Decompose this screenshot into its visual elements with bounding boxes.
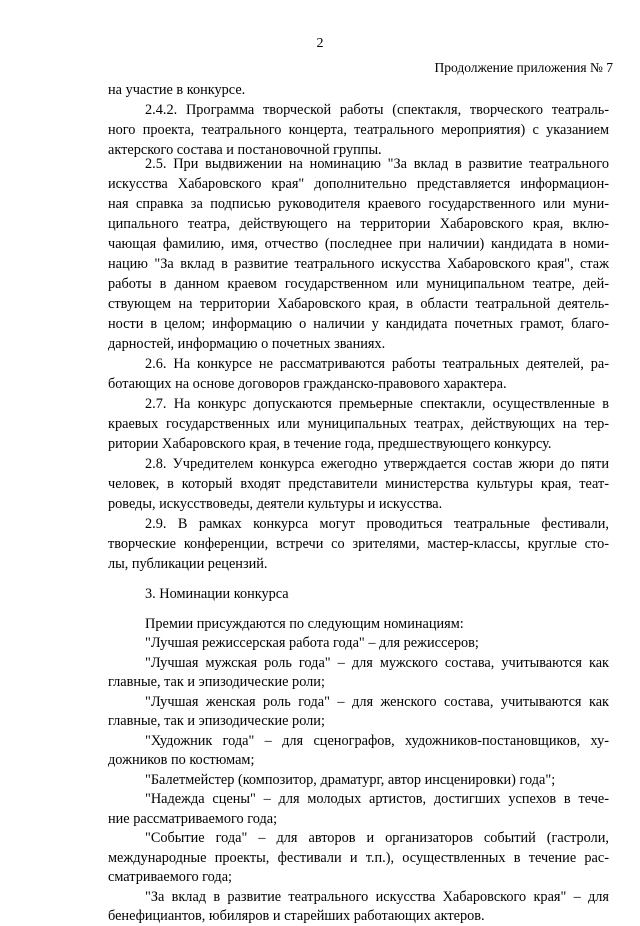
text-line: "Балетмейстер (композитор, драматург, автор инсценировки) года"; xyxy=(145,772,556,788)
text-line: "Надежда сцены" – для молодых артистов, достигших успехов в тече- xyxy=(145,791,609,807)
text-line: "Событие года" – для авторов и организаторов событий (гастроли, xyxy=(145,830,609,846)
text-line: нацию "За вклад в развитие театрального искусства Хабаровского края", стаж xyxy=(108,256,609,272)
text-line: ботающих на основе договоров гражданско-правового характера. xyxy=(108,376,507,392)
text-line: "За вклад в развитие театрального искусства Хабаровского края" – для xyxy=(145,889,609,905)
text-line: искусства Хабаровского края" дополнительно представляется информацион- xyxy=(108,176,609,192)
page-number: 2 xyxy=(316,36,324,51)
text-line: ципального театра, действующего на территории Хабаровского края, вклю- xyxy=(108,216,609,232)
text-line: чающая фамилию, имя, отчество (последнее при наличии) кандидата в номи- xyxy=(108,236,609,252)
text-line: "Художник года" – для сценографов, художников-постановщиков, ху- xyxy=(145,733,609,749)
text-line: главные, так и эпизодические роли; xyxy=(108,713,325,729)
text-line: лы, публикации рецензий. xyxy=(108,556,268,572)
text-line: бенефициантов, юбиляров и старейших работающих актеров. xyxy=(108,908,485,924)
section-heading: 3. Номинации конкурса xyxy=(145,586,289,602)
text-line: "Лучшая женская роль года" – для женского состава, учитываются как xyxy=(145,694,609,710)
text-line: на участие в конкурсе. xyxy=(108,82,246,98)
text-line: ного проекта, театрального концерта, театрального мероприятия) с указанием xyxy=(108,122,609,138)
text-line: человек, в который входят представители министерства культуры края, теат- xyxy=(108,476,609,492)
text-line: ние рассматриваемого года; xyxy=(108,811,278,827)
text-line: 2.7. На конкурс допускаются премьерные спектакли, осуществленные в xyxy=(145,396,609,412)
text-line: 2.9. В рамках конкурса могут проводиться театральные фестивали, xyxy=(145,516,609,532)
text-line: дожников по костюмам; xyxy=(108,752,255,768)
text-line: "Лучшая мужская роль года" – для мужского состава, учитываются как xyxy=(145,655,609,671)
text-line: международные проекты, фестивали и т.п.), осуществленных в течение рас- xyxy=(108,850,609,866)
text-line: 2.8. Учредителем конкурса ежегодно утверждается состав жюри до пяти xyxy=(145,456,609,472)
text-line: роведы, искусствоведы, деятели культуры и искусства. xyxy=(108,496,443,512)
text-line: краевых государственных или муниципальных театрах, действующих на тер- xyxy=(108,416,609,432)
text-line: "Лучшая режиссерская работа года" – для режиссеров; xyxy=(145,635,479,651)
text-line: ствующем на территории Хабаровского края, в области театральной деятель- xyxy=(108,296,609,312)
text-line: творческие конференции, встречи со зрителями, мастер-классы, круглые сто- xyxy=(108,536,609,552)
text-line: Премии присуждаются по следующим номинациям: xyxy=(145,616,464,632)
text-line: сматриваемого года; xyxy=(108,869,233,885)
text-line: актерского состава и постановочной группы. xyxy=(108,142,382,158)
text-line: 2.5. При выдвижении на номинацию "За вклад в развитие театрального xyxy=(145,156,609,172)
text-line: дарностей, информацию о почетных званиях. xyxy=(108,336,386,352)
text-line: ритории Хабаровского края, в течение года, предшествующего конкурсу. xyxy=(108,436,552,452)
text-line: ная справка за подписью руководителя краевого государственного или муни- xyxy=(108,196,609,212)
text-line: главные, так и эпизодические роли; xyxy=(108,674,325,690)
text-line: ности в целом; информацию о наличии у кандидата почетных грамот, благо- xyxy=(108,316,609,332)
appendix-continuation-label: Продолжение приложения № 7 xyxy=(434,60,613,75)
text-line: 2.6. На конкурсе не рассматриваются работы театральных деятелей, ра- xyxy=(145,356,609,372)
text-line: работы в данном краевом государственном или муниципальном театре, дей- xyxy=(108,276,609,292)
text-line: 2.4.2. Программа творческой работы (спектакля, творческого театраль- xyxy=(145,102,609,118)
